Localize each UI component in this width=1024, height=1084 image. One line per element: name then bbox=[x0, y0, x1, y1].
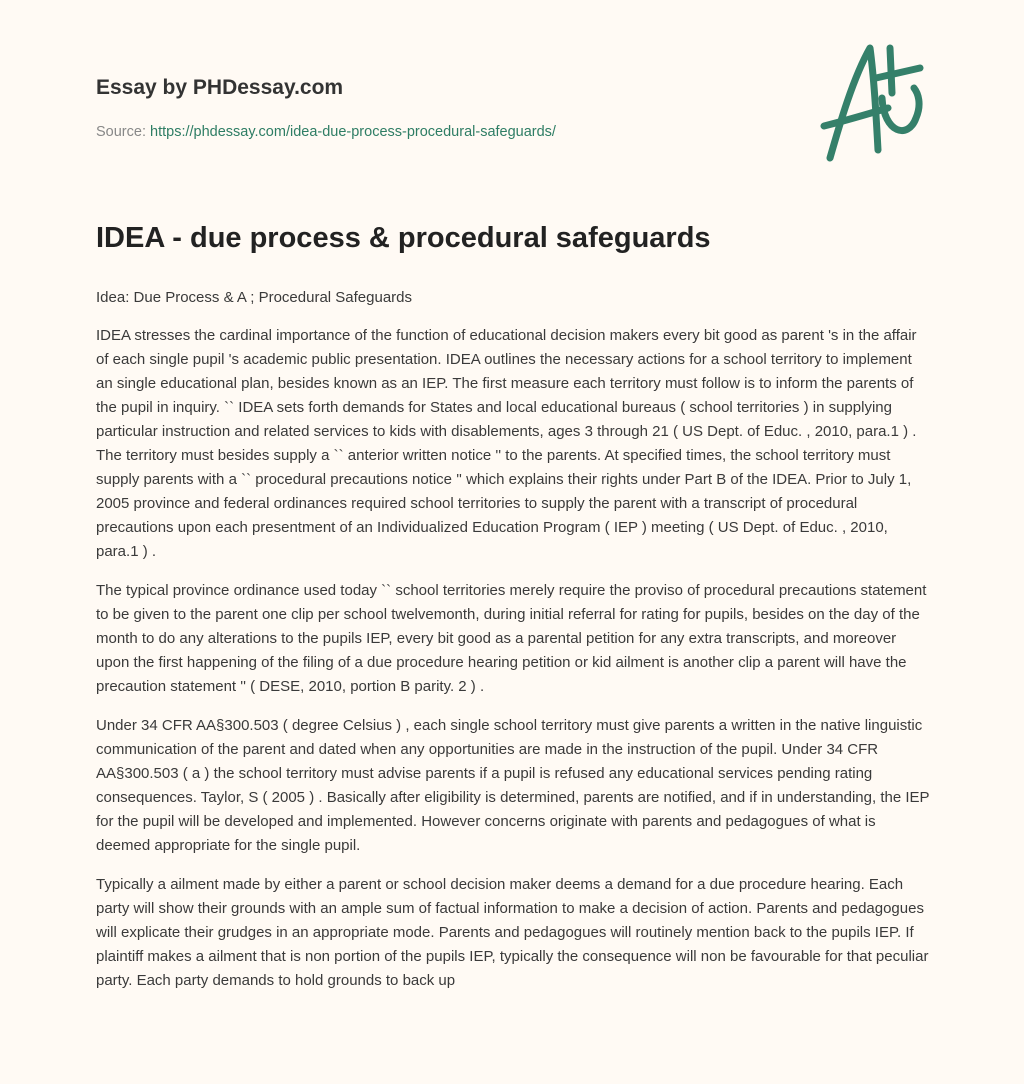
essay-subtitle: Idea: Due Process & A ; Procedural Safeguards bbox=[96, 289, 413, 306]
source-line bbox=[96, 124, 556, 140]
paragraph: Typically a ailment made by either a parent or school decision maker deems a demand for a due procedure hearing. Each party will show their grounds with an ample sum of factual information to make a decision of action. Parents and pedagogues will explicate their grudges in an appropriate mode. Parents and pedagogues will routinely mention back to the pupils IEP. If plaintiff makes a ailment that is non portion of the pupils IEP, typically the consequence will non be favourable for that peculiar party. Each party demands to hold grounds to back up bbox=[96, 876, 929, 989]
essay-body bbox=[96, 286, 932, 1008]
essay-title: IDEA - due process & procedural safeguards bbox=[96, 222, 711, 254]
source-label: Source: bbox=[96, 124, 146, 140]
paragraph: IDEA stresses the cardinal importance of the function of educational decision makers every bit good as parent 's in the affair of each single pupil 's academic public presentation. IDEA outlines the necessary actions for a school territory to implement an single educational plan, besides known as an IEP. The first measure each territory must follow is to inform the parents of the pupil in inquiry. `` IDEA sets forth demands for States and local educational bureaus ( school territories ) in supplying particular instruction and related services to kids with disablements, ages 3 through 21 ( US Dept. of Educ. , 2010, para.1 ) . The territory must besides supply a `` anterior written notice '' to the parents. At specified times, the school territory must supply parents with a `` procedural precautions notice '' which explains their rights under Part B of the IDEA. Prior to July 1, 2005 province and federal ordinances required school territories to supply the parent with a transcript of procedural precautions upon each presentment of an Individualized Education Program ( IEP ) meeting ( US Dept. of Educ. , 2010, para.1 ) . bbox=[96, 327, 917, 560]
site-brand: Essay by PHDessay.com bbox=[96, 76, 344, 99]
paragraph: Under 34 CFR AA§300.503 ( degree Celsius ) , each single school territory must give parents a written in the native linguistic communication of the parent and dated when any opportunities are made in the instruction of the pupil. Under 34 CFR AA§300.503 ( a ) the school territory must advise parents if a pupil is refused any educational services pending rating consequences. Taylor, S ( 2005 ) . Basically after eligibility is determined, parents are notified, and if in understanding, the IEP for the pupil will be developed and implemented. However concerns originate with parents and pedagogues of what is deemed appropriate for the single pupil. bbox=[96, 717, 930, 854]
paragraph: The typical province ordinance used today `` school territories merely require the proviso of procedural precautions statement to be given to the parent one clip per school twelvemonth, during initial referral for rating for pupils, besides on the day of the month to do any alterations to the pupils IEP, every bit good as a parental petition for any extra transcripts, and moreover upon the first happening of the filing of a due procedure hearing petition or kid ailment is another clip a parent will have the precaution statement '' ( DESE, 2010, portion B parity. 2 ) . bbox=[96, 582, 927, 695]
a-plus-logo-icon bbox=[818, 38, 933, 166]
source-link[interactable]: https://phdessay.com/idea-due-process-procedural-safeguards/ bbox=[150, 124, 556, 140]
